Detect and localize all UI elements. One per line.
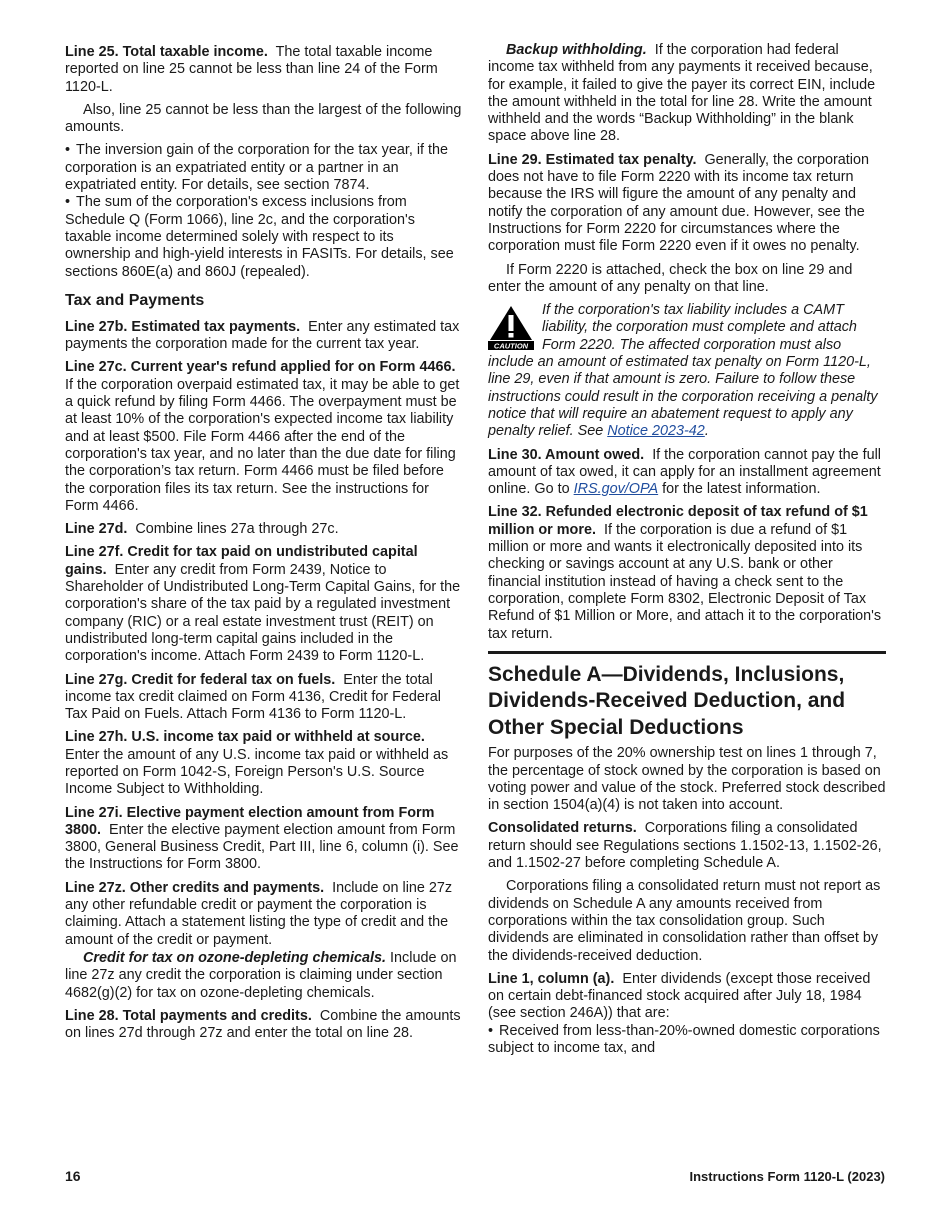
line27z-heading: Line 27z. Other credits and payments. (65, 879, 325, 896)
schedule-a-title: Schedule A—Dividends, Inclusions, Dividends-Received Deduction, and Other Special Deductions (488, 662, 846, 739)
line28-paragraph (65, 1008, 463, 1043)
line25-heading: Line 25. Total taxable income. (65, 44, 268, 60)
notice-2023-42-link[interactable]: Notice 2023-42 (607, 423, 705, 440)
line27h-text: Enter the amount of any U.S. income tax paid or withheld as reported on Form 1042-S, Foreign Person's U.S. Source Income Subject to Withholding. (65, 746, 449, 798)
line25-also: Also, line 25 cannot be less than the largest of the following amounts. (65, 101, 462, 136)
caution-text: If the corporation's tax liability includes a CAMT liability, the corporation must complete and attach Form 2220. The affected corporation must also include an amount of estimated tax penalty on Form 1120-L, line 29, even if that amount is zero. Failure to follow these instructions could result in the corporation receiving a penalty notice that will require an abatement request to apply any penalty relief. See (488, 302, 878, 440)
line29-para2: If Form 2220 is attached, check the box on line 29 and enter the amount of any penalty on that line. (488, 261, 853, 295)
line27c-text: If the corporation overpaid estimated tax, it may be able to get a quick refund by filing Form 4466. The overpayment must be at least 10% of the corporation's expected income tax liability and at least $500. File Form 4466 after the end of the corporation's tax year, and no later than the due date for filing the corporation’s tax return. Form 4466 must be filed before the corporation files its tax return. See the instructions for Form 4466. (65, 376, 460, 514)
line1-text: Enter dividends (except those received on certain debt-financed stock acquired after July 18, 1984 (see section 246A)) that are: (488, 970, 871, 1022)
caution-icon-label: CAUTION (493, 341, 529, 351)
line27f-heading: Line 27f. Credit for tax paid on undistributed capital gains. (65, 544, 418, 578)
line28-text: Combine the amounts on lines 27d through 27z and enter the total on line 28. (65, 1007, 461, 1042)
consolidated-heading: Consolidated returns. (488, 820, 637, 837)
line32-text: If the corporation is due a refund of $1 million or more and wants it electronically deposited into its checking or savings account at any U.S. bank or other financial institution instead of having a check sent to the corporation, complete Form 8302, Electronic Deposit of Tax Refund of $1 Million or More, and attach it to the corporation's tax return. (488, 521, 882, 642)
line27d-text: Combine lines 27a through 27c. (135, 521, 339, 538)
line1-heading: Line 1, column (a). (488, 970, 615, 987)
line27b-text: Enter any estimated tax payments the corporation made for the current tax year. (65, 318, 460, 353)
caution-tail: . (704, 423, 709, 440)
line27g-paragraph (65, 672, 463, 724)
line25-bullet-1: • The inversion gain of the corporation for the tax year, if the corporation is an expatriated entity or a partner in an expatriated entity. For details, see section 7874. (65, 142, 463, 194)
line27f-text: Enter any credit from Form 2439, Notice to Shareholder of Undistributed Long-Term Capital Gains, for the corporation's share of the tax paid by a regulated investment company (RIC) or a real estate investment trust (REIT) on undistributed long-term capital gains included in the corporation's income. Attach Form 2439 to Form 1120-L. (65, 561, 461, 665)
consolidated-para2: Corporations filing a consolidated return must not report as dividends on Schedule A any amounts received from corporations within the tax consolidation group. Such dividends are eliminated in consolidation rather than offset by the dividends-received deduction. (488, 878, 881, 964)
line30-text: If the corporation cannot pay the full amount of tax owed, it can apply for an installment agreement online. Go to (488, 446, 881, 498)
irs-opa-link[interactable]: IRS.gov/OPA (573, 481, 659, 498)
line29-heading: Line 29. Estimated tax penalty. (488, 151, 697, 168)
line27b-paragraph (65, 319, 463, 354)
line30-tail: for the latest information. (662, 481, 821, 498)
backup-heading: Backup withholding. (506, 42, 647, 58)
line27g-heading: Line 27g. Credit for federal tax on fuels. (65, 671, 336, 688)
ozone-heading: Credit for tax on ozone-depleting chemicals. (83, 949, 387, 966)
tax-and-payments-heading: Tax and Payments (65, 291, 205, 309)
line27i-text: Enter the elective payment election amount from Form 3800, General Business Credit, Part III, line 6, column (i). See the Instructions for Form 3800. (65, 821, 459, 873)
right-column (488, 42, 886, 1057)
line1-paragraph (488, 971, 886, 1023)
consolidated-text: Corporations filing a consolidated return should see Regulations sections 1.1502-13, 1.1502-26, and 1.1502-27 before completing Schedule A. (488, 820, 882, 872)
line30-paragraph (488, 447, 886, 499)
line32-heading: Line 32. Refunded electronic deposit of tax refund of $1 million or more. (488, 504, 868, 538)
line27h-paragraph (65, 729, 463, 798)
line27c-paragraph (65, 359, 463, 515)
line27b-heading: Line 27b. Estimated tax payments. (65, 318, 301, 335)
section-divider (488, 651, 886, 654)
line25-bullet-2: • The sum of the corporation's excess inclusions from Schedule Q (Form 1066), line 2c, and the corporation's taxable income determined solely with respect to its ownership and high-yield interests in FASITs. For details, see sections 860E(a) and 860J (repealed). (65, 194, 463, 280)
line27i-paragraph (65, 805, 463, 874)
line27z-paragraph (65, 880, 463, 949)
ozone-paragraph (65, 950, 463, 1002)
line27f-paragraph (65, 544, 463, 665)
line1-bullet-1: • Received from less-than-20%-owned domestic corporations subject to income tax, and (488, 1023, 886, 1058)
line25-paragraph (65, 44, 463, 96)
backup-text: If the corporation had federal income tax withheld from any payments it received because, for example, it failed to give the payer its correct EIN, include the amount withheld in the total for line 28. Write the amount withheld and the words “Backup Withholding” in the blank space above line 28. (488, 42, 876, 145)
line30-heading: Line 30. Amount owed. (488, 446, 645, 463)
line29-paragraph (488, 152, 886, 256)
line29-text: Generally, the corporation does not have to file Form 2220 with its income tax return because the IRS will figure the amount of any penalty and notify the corporation of any amount due. However, see the Instructions for Form 2220 for circumstances where the corporation must file Form 2220 even if it owes no penalty. (488, 151, 869, 255)
line27g-text: Enter the total income tax credit claimed on Form 4136, Credit for Federal Tax Paid on Fuels. Attach Form 4136 to Form 1120-L. (65, 671, 441, 723)
line27h-heading: Line 27h. U.S. income tax paid or withheld at source. (65, 729, 425, 746)
caution-icon (488, 304, 534, 350)
footer-doc-title: Instructions Form 1120-L (2023) (689, 1169, 885, 1184)
schedule-a-intro: For purposes of the 20% ownership test on lines 1 through 7, the percentage of stock owned by the corporation is based on voting power and value of the stock. Preferred stock described in section 1504(a)(4) is not taken into account. (488, 745, 886, 814)
backup-paragraph (488, 42, 886, 146)
consolidated-paragraph (488, 820, 886, 872)
line27d-heading: Line 27d. (65, 521, 128, 538)
line28-heading: Line 28. Total payments and credits. (65, 1007, 312, 1024)
left-column (65, 44, 463, 1048)
ozone-text: Include on line 27z any credit the corporation is claiming under section 4682(g)(2) for tax on ozone-depleting chemicals. (65, 949, 457, 1001)
line27c-heading: Line 27c. Current year's refund applied for on Form 4466. (65, 359, 456, 376)
line27z-text: Include on line 27z any other refundable credit or payment the corporation is claiming. Attach a statement listing the type of credit and the amount of the credit or payment. (65, 879, 453, 948)
line27i-heading: Line 27i. Elective payment election amount from Form 3800. (65, 804, 435, 838)
line32-paragraph (488, 504, 886, 642)
caution-note (488, 302, 886, 440)
page-number: 16 (65, 1168, 81, 1184)
line25-text: The total taxable income reported on line 25 cannot be less than line 24 of the Form 1120-L. (65, 44, 438, 95)
line27d-paragraph (65, 521, 463, 538)
